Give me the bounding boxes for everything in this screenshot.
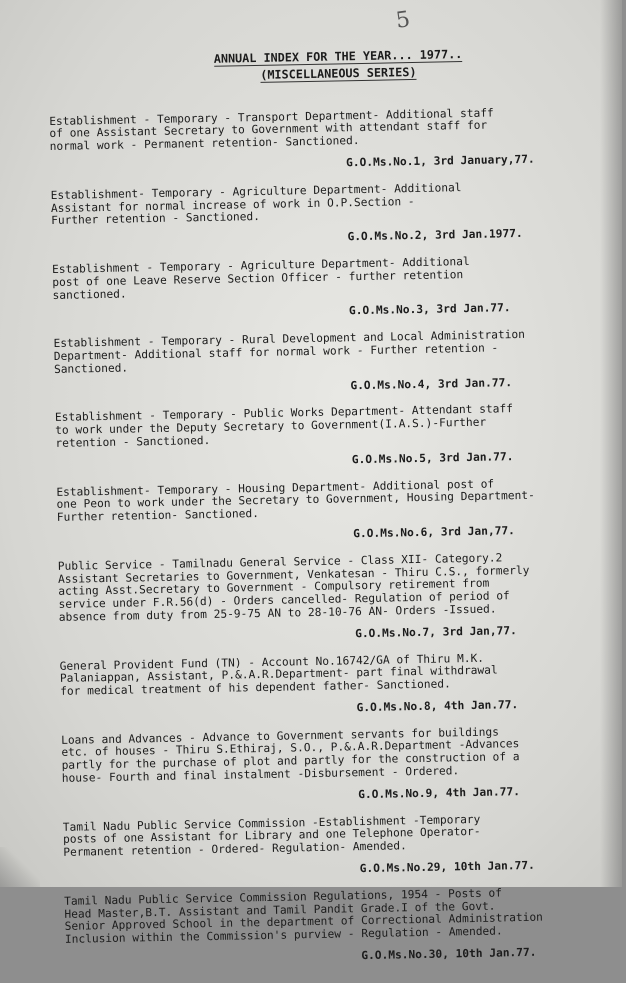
index-entry: [56, 476, 617, 547]
government-order-reference: G.O.Ms.No.7, 3rd Jan,77.: [355, 623, 517, 640]
entry-subject: Establishment - Temporary - Transport Department- Additional staff of one Assistant Secretary to Government with attendant staff for normal work - Permanent retention- Sanctioned.: [49, 106, 494, 154]
entry-subject: Establishment - Temporary - Rural Development and Local Administration Department- Additional staff for normal work - Further retention - Sanctioned.: [53, 328, 526, 376]
index-entry: [60, 650, 621, 721]
entry-subject: Tamil Nadu Public Service Commission Regulations, 1954 - Posts of Head Master,B.T. Assistant and Tamil Pandit Grade.I of the Govt. Senior Approved School in the department of Correctional Administration Inclusion within the Commission's purview - Regulation - Amended.: [64, 886, 543, 947]
government-order-reference: G.O.Ms.No.9, 4th Jan.77.: [358, 784, 520, 802]
handwritten-page-number: 5: [394, 7, 412, 34]
government-order-reference: G.O.Ms.No.30, 10th Jan.77.: [361, 945, 537, 963]
entry-subject: Public Service - Tamilnadu General Service - Class XII- Category.2 Assistant Secretaries to Government, Venkatesan - Thiru C.S., formerly acting Asst.Secretary to Government - Compulsory retirement from service under F.R.56(d) - Orders cancelled- Regulation of period of absence from duty from 25-9-75 AN to 28-10-76 AN- Orders -Issued.: [57, 551, 530, 624]
entry-subject: Establishment- Temporary - Housing Department- Additional post of one Peon to work under the Secretary to Government, Housing Department- Further retention- Sanctioned.: [56, 477, 535, 525]
entry-subject: Establishment - Temporary - Agriculture Department- Additional post of one Leave Reserve Section Officer - further retention sanctioned.: [51, 254, 470, 302]
index-entry: [61, 724, 622, 808]
index-entry: [55, 402, 616, 473]
page-corner-shadow: [0, 847, 40, 887]
page-subtitle: (MISCELLANEOUS SERIES): [260, 64, 417, 82]
entry-subject: Tamil Nadu Public Service Commission -Establishment -Temporary posts of one Assistant for Library and one Telephone Operator- Permanent retention - Ordered- Regulation- Amended.: [62, 812, 481, 860]
index-content: [48, 45, 626, 982]
index-entry: [63, 811, 624, 882]
government-order-reference: G.O.Ms.No.3, 3rd Jan.77.: [348, 301, 511, 318]
government-order-reference: G.O.Ms.No.8, 4th Jan.77.: [356, 697, 519, 715]
entry-list: [49, 105, 625, 969]
index-entry: [52, 253, 613, 324]
government-order-reference: G.O.Ms.No.6, 3rd Jan,77.: [353, 524, 515, 541]
entry-subject: Establishment- Temporary - Agriculture Department- Additional Assistant for normal increase of work in O.P.Section - Further retention - Sanctioned.: [50, 180, 462, 228]
entry-subject: General Provident Fund (TN) - Account No.16742/GA of Thiru M.K. Palaniappan, Assistant, P.&.A.R.Department- part final withdrawal for medical treatment of his dependent father- Sanctioned.: [59, 651, 498, 698]
entry-subject: Loans and Advances - Advance to Government servants for buildings etc. of houses - Thiru S.Ethiraj, S.O., P.&.A.R.Department -Advances partly for the purchase of plot and partly for the construction of a house- Fourth and final instalment -Disbursement - Ordered.: [61, 725, 520, 785]
page-title: ANNUAL INDEX FOR THE YEAR... 1977..: [213, 47, 463, 66]
entry-subject: Establishment - Temporary - Public Works Department- Attendant staff to work under the Deputy Secretary to Government(I.A.S.)-Further retention - Sanctioned.: [54, 402, 514, 450]
index-entry: [58, 550, 620, 647]
government-order-reference: G.O.Ms.No.5, 3rd Jan.77.: [351, 449, 514, 466]
government-order-reference: G.O.Ms.No.29, 10th Jan.77.: [359, 858, 535, 876]
index-entry: [49, 105, 610, 176]
index-entry: [64, 885, 625, 969]
government-order-reference: G.O.Ms.No.2, 3rd Jan.1977.: [347, 227, 523, 244]
government-order-reference: G.O.Ms.No.1, 3rd January,77.: [345, 152, 535, 170]
index-entry: [53, 327, 614, 398]
index-entry: [51, 179, 612, 250]
government-order-reference: G.O.Ms.No.4, 3rd Jan.77.: [350, 375, 513, 392]
